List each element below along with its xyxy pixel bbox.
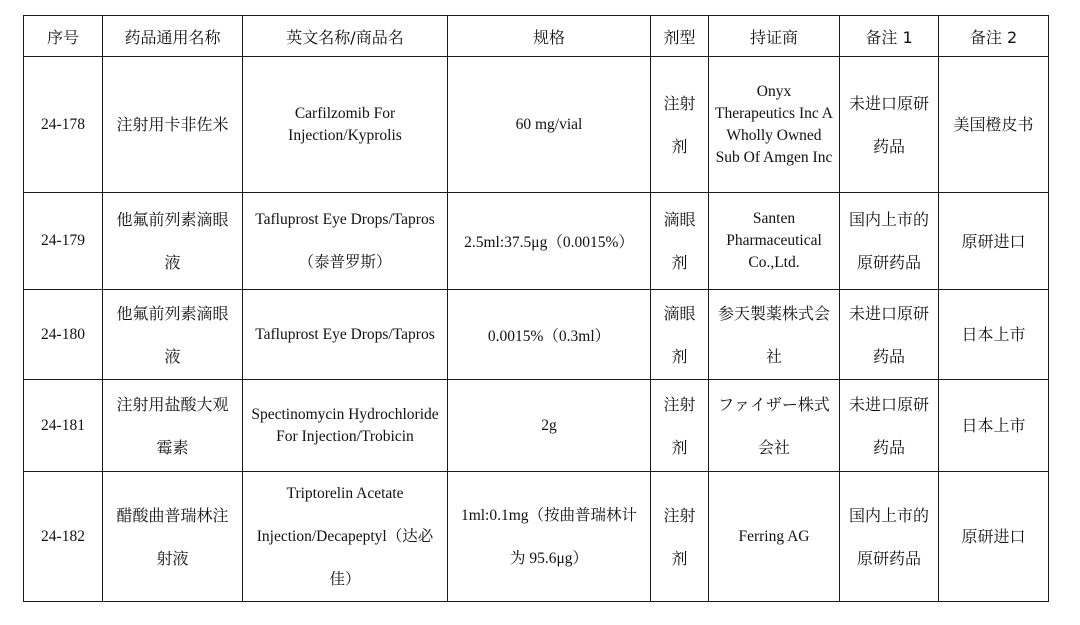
header-spec: 规格	[448, 16, 651, 57]
cell-note2: 原研进口	[939, 193, 1049, 290]
cell-spec: 2.5ml:37.5μg（0.0015%）	[448, 193, 651, 290]
cell-form: 注射剂	[651, 57, 709, 193]
cell-note2: 原研进口	[939, 472, 1049, 602]
cell-form: 滴眼剂	[651, 290, 709, 380]
header-serial: 序号	[24, 16, 103, 57]
table-header-row	[24, 16, 1049, 57]
cell-id: 24-182	[24, 472, 103, 602]
table-row	[24, 472, 1049, 602]
cell-spec: 0.0015%（0.3ml）	[448, 290, 651, 380]
cell-note2: 日本上市	[939, 290, 1049, 380]
table-row	[24, 193, 1049, 290]
cell-holder: Onyx Therapeutics Inc A Wholly Owned Sub Of Amgen Inc	[709, 57, 840, 193]
cell-english-name: Tafluprost Eye Drops/Tapros	[243, 290, 448, 380]
drug-list-table	[23, 15, 1049, 602]
cell-generic-name: 注射用卡非佐米	[103, 57, 243, 193]
cell-holder: Ferring AG	[709, 472, 840, 602]
cell-holder: ファイザー株式会社	[709, 380, 840, 472]
cell-generic-name: 他氟前列素滴眼液	[103, 193, 243, 290]
table-row	[24, 290, 1049, 380]
cell-form: 注射剂	[651, 472, 709, 602]
header-holder: 持证商	[709, 16, 840, 57]
cell-english-name: Spectinomycin Hydrochloride For Injection/Trobicin	[243, 380, 448, 472]
table-row	[24, 57, 1049, 193]
cell-form: 注射剂	[651, 380, 709, 472]
cell-spec: 2g	[448, 380, 651, 472]
cell-spec: 60 mg/vial	[448, 57, 651, 193]
cell-generic-name: 醋酸曲普瑞林注射液	[103, 472, 243, 602]
table-row	[24, 380, 1049, 472]
cell-id: 24-181	[24, 380, 103, 472]
cell-english-name: Triptorelin Acetate Injection/Decapeptyl（达必佳）	[243, 472, 448, 602]
cell-note1: 未进口原研药品	[840, 290, 939, 380]
cell-english-name: Carfilzomib For Injection/Kyprolis	[243, 57, 448, 193]
cell-note1: 国内上市的原研药品	[840, 193, 939, 290]
cell-id: 24-179	[24, 193, 103, 290]
cell-id: 24-178	[24, 57, 103, 193]
cell-holder: Santen Pharmaceutical Co.,Ltd.	[709, 193, 840, 290]
header-note1: 备注 1	[840, 16, 939, 57]
cell-generic-name: 注射用盐酸大观霉素	[103, 380, 243, 472]
cell-english-name: Tafluprost Eye Drops/Tapros（泰普罗斯）	[243, 193, 448, 290]
cell-note1: 国内上市的原研药品	[840, 472, 939, 602]
cell-id: 24-180	[24, 290, 103, 380]
cell-form: 滴眼剂	[651, 193, 709, 290]
header-english-name: 英文名称/商品名	[243, 16, 448, 57]
cell-spec: 1ml:0.1mg（按曲普瑞林计为 95.6μg）	[448, 472, 651, 602]
header-note2: 备注 2	[939, 16, 1049, 57]
cell-generic-name: 他氟前列素滴眼液	[103, 290, 243, 380]
cell-note2: 美国橙皮书	[939, 57, 1049, 193]
cell-note1: 未进口原研药品	[840, 57, 939, 193]
cell-note2: 日本上市	[939, 380, 1049, 472]
cell-note1: 未进口原研药品	[840, 380, 939, 472]
cell-holder: 参天製薬株式会社	[709, 290, 840, 380]
header-form: 剂型	[651, 16, 709, 57]
header-generic-name: 药品通用名称	[103, 16, 243, 57]
